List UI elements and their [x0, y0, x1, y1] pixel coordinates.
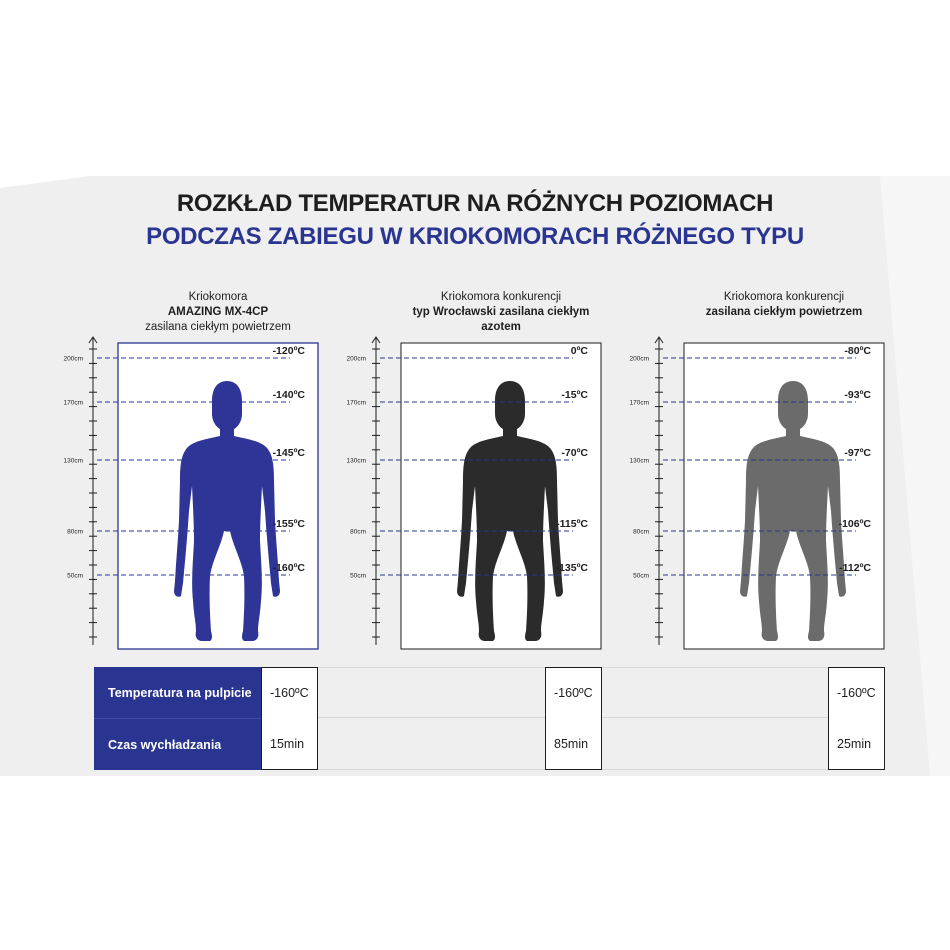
height-label: 80cm	[633, 528, 649, 536]
height-label: 80cm	[350, 528, 366, 536]
col-1-console-temp: -160ºC	[270, 685, 309, 700]
temperature-label: -155ºC	[272, 518, 305, 530]
height-label: 200cm	[346, 355, 366, 363]
col-3-console-temp: -160ºC	[837, 685, 876, 700]
height-label: 200cm	[629, 355, 649, 363]
height-label: 170cm	[346, 399, 366, 407]
temperature-label: -70ºC	[561, 447, 588, 459]
chamber-2-diagram	[338, 335, 621, 655]
height-label: 50cm	[67, 572, 83, 580]
col-3-cooling-time: 25min	[837, 737, 872, 751]
chamber-1-head-line2: AMAZING MX-4CP	[167, 306, 269, 318]
height-label: 50cm	[633, 572, 649, 580]
temperature-label: -112ºC	[839, 562, 871, 574]
chamber-3-header	[659, 290, 909, 320]
col-2-cooling-time: 85min	[554, 737, 589, 751]
temperature-label: -140ºC	[272, 389, 305, 401]
temperature-label: -15ºC	[561, 389, 588, 401]
temperature-label: -93ºC	[844, 389, 871, 401]
chamber-3-head-line1: Kriokomora konkurencji	[723, 291, 845, 303]
height-label: 130cm	[629, 457, 649, 465]
temperature-label: -97ºC	[844, 447, 871, 459]
height-label: 200cm	[63, 355, 83, 363]
temperature-label: -80ºC	[844, 345, 871, 357]
temperature-label: 0ºC	[570, 345, 588, 357]
chamber-3-svg	[621, 335, 904, 655]
title-line-2: PODCZAS ZABIEGU W KRIOKOMORACH RÓŻNEGO TYPU	[146, 223, 804, 250]
temperature-label: -115ºC	[556, 518, 588, 530]
chamber-1-diagram	[55, 335, 338, 655]
chamber-2-head-line2: typ Wrocławski zasilana ciekłym	[412, 306, 590, 318]
height-label: 80cm	[67, 528, 83, 536]
chamber-2-header	[376, 290, 626, 335]
height-label: 130cm	[346, 457, 366, 465]
height-label: 170cm	[63, 399, 83, 407]
row-label-console-temp: Temperatura na pulpicie	[94, 667, 261, 718]
height-label: 50cm	[350, 572, 366, 580]
chamber-3-diagram	[621, 335, 904, 655]
comparison-table	[94, 667, 884, 770]
height-label: 170cm	[629, 399, 649, 407]
col-1-cooling-time: 15min	[270, 737, 305, 751]
chamber-2-head-line3: azotem	[481, 321, 521, 333]
temperature-label: -145ºC	[272, 447, 305, 459]
temperature-label: -106ºC	[838, 518, 871, 530]
chamber-1-header	[93, 290, 343, 335]
chamber-1-head-line3: zasilana ciekłym powietrzem	[145, 321, 291, 333]
title-line-1: ROZKŁAD TEMPERATUR NA RÓŻNYCH POZIOMACH	[176, 190, 774, 217]
chamber-3-head-line2: zasilana ciekłym powietrzem	[705, 306, 863, 318]
row-label-cooling-time: Czas wychładzania	[94, 718, 261, 770]
chamber-2-head-line1: Kriokomora konkurencji	[440, 291, 562, 303]
temperature-label: -160ºC	[272, 562, 305, 574]
col-2-console-temp: -160ºC	[554, 685, 593, 700]
temperature-label: -120ºC	[272, 345, 305, 357]
temperature-label: -135ºC	[555, 562, 588, 574]
height-label: 130cm	[63, 457, 83, 465]
chamber-1-svg	[55, 335, 338, 655]
chamber-2-svg	[338, 335, 621, 655]
chamber-1-head-line1: Kriokomora	[188, 291, 248, 303]
